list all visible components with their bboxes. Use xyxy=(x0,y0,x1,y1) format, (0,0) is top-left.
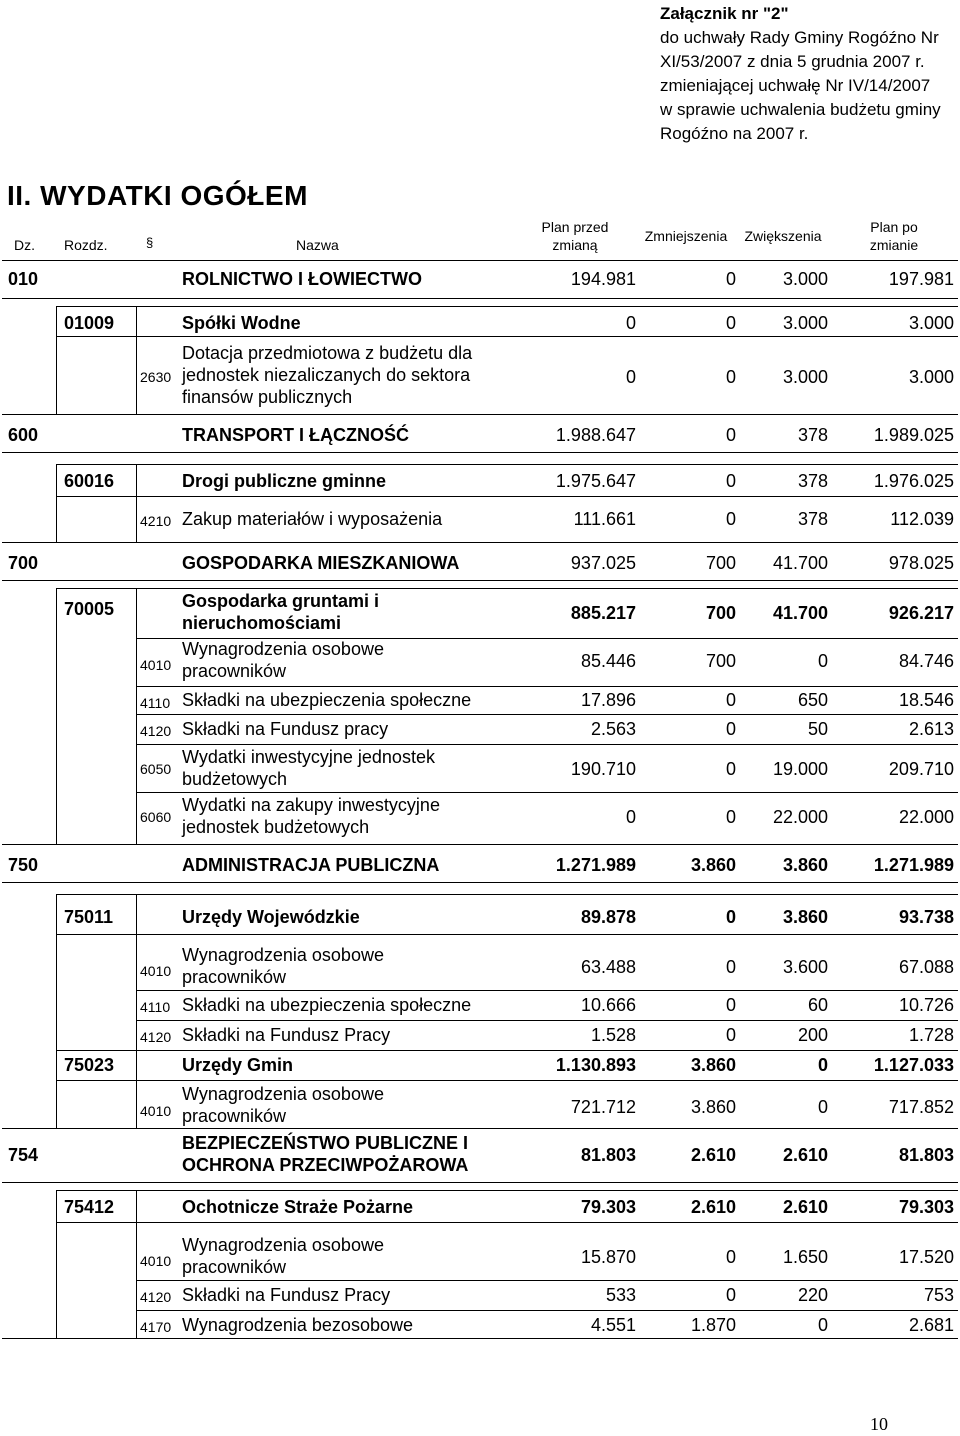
paragraph-code: 4110 xyxy=(140,999,171,1015)
subsection-rule xyxy=(136,1280,958,1281)
chapter-name-line: nieruchomościami xyxy=(182,613,342,633)
attachment-title: Załącznik nr "2" xyxy=(660,4,789,23)
subsection-rule xyxy=(56,464,958,465)
plan-before: 85.446 xyxy=(580,651,636,671)
decrease: 0 xyxy=(725,719,736,739)
subsection-rule xyxy=(136,744,958,745)
paragraph-code: 4110 xyxy=(140,695,171,711)
division-name: ROLNICTWO I ŁOWIECTWO xyxy=(182,269,422,289)
chapter-name: Urzędy Gmin xyxy=(182,1055,294,1075)
paragraph-code: 4010 xyxy=(140,963,172,979)
paragraph-code: 4120 xyxy=(140,1289,172,1305)
plan-before: 0 xyxy=(625,313,636,333)
paragraph-name: Wynagrodzenia bezosobowe xyxy=(182,1315,413,1335)
paragraph-code: 6050 xyxy=(140,761,172,777)
plan-after: 2.681 xyxy=(908,1315,954,1335)
plan-after: 1.127.033 xyxy=(873,1055,954,1075)
division-name: TRANSPORT I ŁĄCZNOŚĆ xyxy=(182,425,409,445)
decrease: 700 xyxy=(705,651,736,671)
paragraph-name-line: pracowników xyxy=(182,1257,287,1277)
decrease: 0 xyxy=(725,807,736,827)
plan-before: 1.528 xyxy=(590,1025,636,1045)
plan-before: 1.975.647 xyxy=(555,471,636,491)
paragraph-name-line: pracowników xyxy=(182,1106,287,1126)
decrease: 3.860 xyxy=(690,855,736,875)
increase: 378 xyxy=(797,425,828,445)
paragraph-name-line: Wynagrodzenia osobowe xyxy=(182,1084,384,1104)
decrease: 700 xyxy=(705,553,736,573)
paragraph-code: 4010 xyxy=(140,1253,172,1269)
subsection-rule xyxy=(136,714,958,715)
subsection-rule xyxy=(136,792,958,793)
section-divider xyxy=(2,298,958,299)
plan-after: 10.726 xyxy=(898,995,954,1015)
increase: 3.000 xyxy=(782,269,828,289)
plan-after: 1.976.025 xyxy=(873,471,954,491)
paragraph-name-line: Wydatki na zakupy inwestycyjne xyxy=(182,795,440,815)
plan-after: 84.746 xyxy=(898,651,954,671)
decrease: 0 xyxy=(725,995,736,1015)
subsection-rule xyxy=(136,686,958,687)
increase: 3.860 xyxy=(782,855,828,875)
plan-before: 4.551 xyxy=(590,1315,636,1335)
paragraph-name: Składki na Fundusz Pracy xyxy=(182,1285,391,1305)
decrease: 2.610 xyxy=(690,1197,736,1217)
subsection-rule xyxy=(136,588,137,844)
paragraph-code: 4120 xyxy=(140,723,172,739)
chapter-code: 60016 xyxy=(64,471,115,491)
division-code: 750 xyxy=(8,855,39,875)
increase: 3.860 xyxy=(782,907,828,927)
plan-before: 10.666 xyxy=(580,995,636,1015)
increase: 378 xyxy=(797,471,828,491)
plan-before: 111.661 xyxy=(573,509,636,529)
paragraph-name xyxy=(182,638,384,682)
plan-before: 0 xyxy=(625,807,636,827)
decrease: 0 xyxy=(725,1247,736,1267)
plan-after: 717.852 xyxy=(888,1097,954,1117)
decrease: 0 xyxy=(725,690,736,710)
plan-before: 79.303 xyxy=(580,1197,636,1217)
plan-after: 81.803 xyxy=(898,1145,954,1165)
paragraph-name-line: jednostek budżetowych xyxy=(182,817,370,837)
decrease: 0 xyxy=(725,313,736,333)
paragraph-name xyxy=(182,342,472,408)
paragraph-name xyxy=(182,1234,384,1278)
increase: 41.700 xyxy=(772,603,828,623)
column-header-nazwa: Nazwa xyxy=(296,237,339,253)
decrease: 0 xyxy=(725,907,736,927)
plan-after: 1.728 xyxy=(908,1025,954,1045)
plan-after: 2.613 xyxy=(908,719,954,739)
subsection-rule xyxy=(136,1190,137,1338)
subsection-rule xyxy=(2,1182,958,1183)
division-code: 600 xyxy=(8,425,39,445)
plan-before: 0 xyxy=(625,367,636,387)
plan-before: 194.981 xyxy=(570,269,636,289)
paragraph-name xyxy=(182,1083,384,1127)
decrease: 0 xyxy=(725,1025,736,1045)
decrease: 0 xyxy=(725,957,736,977)
chapter-code: 75412 xyxy=(64,1197,115,1217)
plan-before: 533 xyxy=(605,1285,636,1305)
increase: 3.000 xyxy=(782,367,828,387)
chapter-code: 75011 xyxy=(64,907,114,927)
column-header-zwiekszenia: Zwiększenia xyxy=(744,228,822,244)
plan-before: 885.217 xyxy=(570,603,636,623)
decrease: 1.870 xyxy=(690,1315,736,1335)
decrease: 3.860 xyxy=(690,1097,736,1117)
division-name-line: BEZPIECZEŃSTWO PUBLICZNE I xyxy=(182,1133,469,1153)
subsection-rule xyxy=(136,1310,958,1311)
increase: 22.000 xyxy=(772,807,828,827)
plan-after: 17.520 xyxy=(898,1247,954,1267)
column-header-line: Plan przed xyxy=(541,219,609,235)
attachment-line: do uchwały Rady Gminy Rogóźno Nr xyxy=(660,28,939,47)
division-code: 010 xyxy=(8,269,39,289)
paragraph-name-line: pracowników xyxy=(182,661,287,681)
decrease: 0 xyxy=(725,509,736,529)
paragraph-name xyxy=(182,746,435,790)
plan-after: 1.271.989 xyxy=(873,855,954,875)
paragraph-code: 4010 xyxy=(140,1103,172,1119)
division-code: 754 xyxy=(8,1145,39,1165)
chapter-code: 70005 xyxy=(64,599,115,619)
column-header-line: Plan po xyxy=(870,219,918,235)
plan-before: 17.896 xyxy=(580,690,636,710)
decrease: 0 xyxy=(725,367,736,387)
chapter-name: Drogi publiczne gminne xyxy=(182,471,387,491)
subsection-rule xyxy=(136,306,137,414)
increase: 0 xyxy=(817,1315,828,1335)
decrease: 0 xyxy=(725,269,736,289)
subsection-rule xyxy=(56,306,958,307)
plan-after: 79.303 xyxy=(898,1197,954,1217)
paragraph-name-line: Dotacja przedmiotowa z budżetu dla xyxy=(182,343,473,363)
section-divider xyxy=(2,844,958,845)
paragraph-code: 2630 xyxy=(140,369,172,385)
column-header-line: zmianą xyxy=(552,237,598,253)
section-divider xyxy=(2,542,958,543)
increase: 1.650 xyxy=(782,1247,828,1267)
section-divider xyxy=(2,882,958,883)
chapter-code: 75023 xyxy=(64,1055,115,1075)
division-name-line: OCHRONA PRZECIWPOŻAROWA xyxy=(182,1155,469,1175)
subsection-rule xyxy=(56,894,57,1128)
increase: 19.000 xyxy=(772,759,828,779)
increase: 2.610 xyxy=(782,1197,828,1217)
subsection-rule xyxy=(56,336,958,337)
increase: 0 xyxy=(817,651,828,671)
subsection-rule xyxy=(56,1190,958,1191)
subsection-rule xyxy=(56,306,57,414)
section-title: II. WYDATKI OGÓŁEM xyxy=(7,180,308,211)
subsection-rule xyxy=(56,1190,57,1338)
plan-before: 721.712 xyxy=(570,1097,636,1117)
chapter-name: Ochotnicze Straże Pożarne xyxy=(182,1197,414,1217)
subsection-rule xyxy=(56,588,958,589)
column-header-zmniejszenia: Zmniejszenia xyxy=(644,228,728,244)
plan-after: 197.981 xyxy=(888,269,954,289)
column-header-plan-po xyxy=(844,218,944,254)
plan-after: 93.738 xyxy=(898,907,954,927)
paragraph-name-line: jednostek niezaliczanych do sektora xyxy=(182,365,471,385)
plan-after: 978.025 xyxy=(888,553,954,573)
paragraph-code: 4210 xyxy=(140,513,172,529)
paragraph-name-line: finansów publicznych xyxy=(182,387,353,407)
increase: 60 xyxy=(807,995,828,1015)
plan-after: 753 xyxy=(923,1285,954,1305)
plan-before: 937.025 xyxy=(570,553,636,573)
attachment-line: zmieniającej uchwałę Nr IV/14/2007 xyxy=(660,76,931,95)
column-header-plan-przed xyxy=(520,218,630,254)
increase: 50 xyxy=(807,719,828,739)
subsection-rule xyxy=(56,588,57,844)
chapter-name: Urzędy Wojewódzkie xyxy=(182,907,360,927)
paragraph-name: Składki na Fundusz pracy xyxy=(182,719,389,739)
attachment-line: Rogóźno na 2007 r. xyxy=(660,124,809,143)
increase: 41.700 xyxy=(772,553,828,573)
subsection-rule xyxy=(56,496,958,497)
decrease: 3.860 xyxy=(690,1055,736,1075)
section-divider xyxy=(2,414,958,415)
section-divider xyxy=(2,260,958,261)
decrease: 2.610 xyxy=(690,1145,736,1165)
paragraph-name-line: pracowników xyxy=(182,967,287,987)
chapter-name: Spółki Wodne xyxy=(182,313,301,333)
plan-before: 1.130.893 xyxy=(555,1055,636,1075)
paragraph-name-line: budżetowych xyxy=(182,769,288,789)
column-header-line: zmianie xyxy=(869,237,919,253)
plan-before: 1.988.647 xyxy=(555,425,636,445)
decrease: 0 xyxy=(725,471,736,491)
chapter-code: 01009 xyxy=(64,313,115,333)
plan-before: 1.271.989 xyxy=(555,855,636,875)
attachment-note xyxy=(660,2,956,146)
increase: 0 xyxy=(817,1097,828,1117)
plan-after: 1.989.025 xyxy=(873,425,954,445)
increase: 0 xyxy=(817,1055,828,1075)
subsection-rule xyxy=(136,990,958,991)
paragraph-code: 4010 xyxy=(140,657,172,673)
section-divider xyxy=(2,452,958,453)
subsection-rule xyxy=(136,464,137,542)
plan-before: 190.710 xyxy=(570,759,636,779)
plan-before: 89.878 xyxy=(580,907,636,927)
plan-after: 67.088 xyxy=(898,957,954,977)
plan-after: 18.546 xyxy=(898,690,954,710)
plan-before: 2.563 xyxy=(590,719,636,739)
plan-before: 63.488 xyxy=(580,957,636,977)
chapter-name-line: Gospodarka gruntami i xyxy=(182,591,380,611)
chapter-name xyxy=(182,590,379,634)
decrease: 700 xyxy=(705,603,736,623)
plan-after: 22.000 xyxy=(898,807,954,827)
plan-after: 3.000 xyxy=(908,367,954,387)
paragraph-name: Zakup materiałów i wyposażenia xyxy=(182,509,443,529)
decrease: 0 xyxy=(725,425,736,445)
division-name: GOSPODARKA MIESZKANIOWA xyxy=(182,553,460,573)
subsection-rule xyxy=(56,1222,958,1223)
subsection-rule xyxy=(136,894,137,1128)
section-divider xyxy=(2,1338,958,1339)
attachment-line: w sprawie uchwalenia budżetu gminy xyxy=(660,100,941,119)
increase: 650 xyxy=(797,690,828,710)
plan-before: 15.870 xyxy=(580,1247,636,1267)
paragraph-name-line: Wynagrodzenia osobowe xyxy=(182,945,384,965)
division-name xyxy=(182,1132,468,1176)
increase: 3.600 xyxy=(782,957,828,977)
division-name: ADMINISTRACJA PUBLICZNA xyxy=(182,855,440,875)
paragraph-name xyxy=(182,794,440,838)
paragraph-code: 6060 xyxy=(140,809,172,825)
paragraph-name-line: Wynagrodzenia osobowe xyxy=(182,1235,384,1255)
subsection-rule xyxy=(2,1128,958,1129)
subsection-rule xyxy=(56,894,958,895)
decrease: 0 xyxy=(725,759,736,779)
decrease: 0 xyxy=(725,1285,736,1305)
paragraph-name: Składki na Fundusz Pracy xyxy=(182,1025,391,1045)
section-divider xyxy=(2,580,958,581)
increase: 2.610 xyxy=(782,1145,828,1165)
paragraph-code: 4170 xyxy=(140,1319,172,1335)
plan-before: 81.803 xyxy=(580,1145,636,1165)
column-header-dz: Dz. xyxy=(14,237,35,253)
plan-after: 3.000 xyxy=(908,313,954,333)
increase: 200 xyxy=(797,1025,828,1045)
subsection-rule xyxy=(56,1080,958,1081)
column-header-paragraph: § xyxy=(146,235,154,250)
paragraph-name: Składki na ubezpieczenia społeczne xyxy=(182,690,472,710)
paragraph-code: 4120 xyxy=(140,1029,172,1045)
plan-after: 209.710 xyxy=(888,759,954,779)
subsection-rule xyxy=(136,1020,958,1021)
subsection-rule xyxy=(56,934,958,935)
increase: 3.000 xyxy=(782,313,828,333)
increase: 220 xyxy=(797,1285,828,1305)
plan-after: 926.217 xyxy=(888,603,954,623)
paragraph-name xyxy=(182,944,384,988)
attachment-line: XI/53/2007 z dnia 5 grudnia 2007 r. xyxy=(660,52,925,71)
increase: 378 xyxy=(797,509,828,529)
paragraph-name-line: Wydatki inwestycyjne jednostek xyxy=(182,747,435,767)
column-header-rozdz: Rozdz. xyxy=(64,237,108,253)
subsection-rule xyxy=(56,1050,958,1051)
paragraph-name: Składki na ubezpieczenia społeczne xyxy=(182,995,472,1015)
page-number: 10 xyxy=(870,1414,888,1434)
paragraph-name-line: Wynagrodzenia osobowe xyxy=(182,639,384,659)
subsection-rule xyxy=(56,464,57,542)
plan-after: 112.039 xyxy=(890,509,954,529)
division-code: 700 xyxy=(8,553,39,573)
